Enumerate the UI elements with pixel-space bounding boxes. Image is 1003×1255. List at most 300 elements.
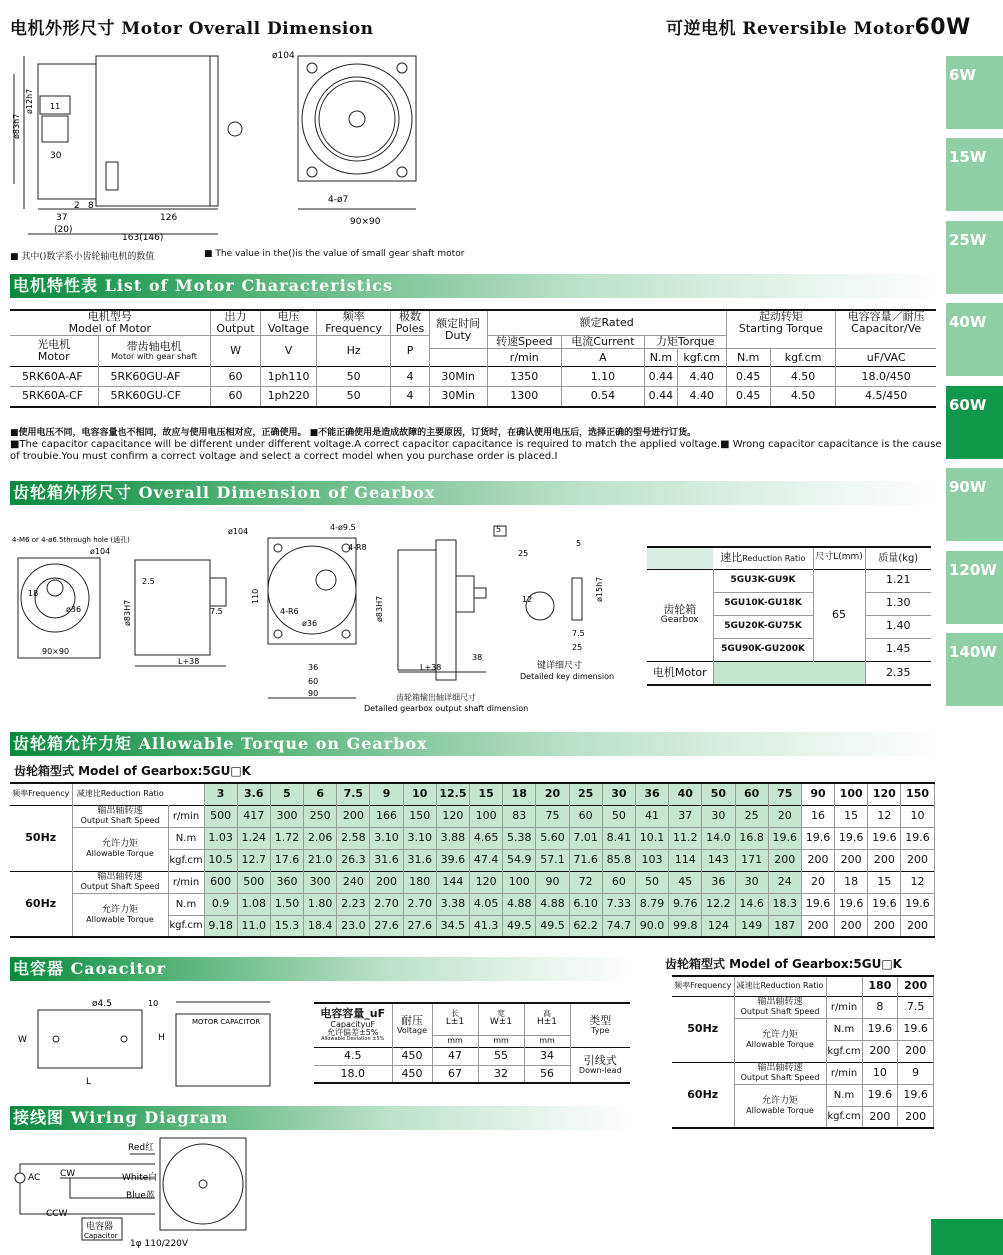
ct-h-h2: H±1	[536, 1017, 558, 1028]
unit-label: N.m	[168, 827, 204, 849]
torque-cell: 144	[436, 871, 469, 893]
ct-h-h: 高	[543, 1009, 551, 1019]
torque-cell: 8.41	[602, 827, 635, 849]
torque-cell: 4.88	[503, 893, 536, 915]
torque-cell: 600	[204, 871, 237, 893]
char-cell: 4.50	[770, 387, 835, 407]
torque-cell: 10.1	[635, 827, 668, 849]
ratio-header: 15	[470, 783, 503, 805]
row-label-en: Allowable Torque	[86, 914, 154, 924]
torque-cell: 3.88	[436, 827, 469, 849]
torque-cell: 200	[370, 871, 403, 893]
small-row-label-en: Output Shaft Speed	[740, 1072, 820, 1082]
torque-cell: 62.2	[569, 915, 602, 937]
wire-cw: CW	[60, 1169, 76, 1179]
torque-cell: 72	[569, 871, 602, 893]
torque-cell: 19.6	[768, 827, 801, 849]
ratio-header: 3	[204, 783, 237, 805]
ct-mm: mm	[432, 1035, 478, 1047]
row-label-cn: 输出轴转速	[97, 806, 143, 817]
small-torque-cell: 19.6	[862, 1018, 898, 1040]
char-cell: 30Min	[429, 367, 487, 387]
torque-cell: 20	[801, 871, 834, 893]
gbt-row-mass: 1.45	[886, 642, 911, 656]
gbt-h-ratio-cn: 速比	[720, 551, 743, 565]
torque-cell: 500	[237, 871, 270, 893]
torque-cell: 21.0	[304, 849, 337, 871]
ct-cell: 56	[524, 1065, 570, 1083]
char-cell: 18.0/450	[836, 367, 936, 387]
char-cell: 5RK60A-AF	[10, 367, 98, 387]
torque-cell: 34.5	[436, 915, 469, 937]
small-torque-cell: 19.6	[898, 1084, 934, 1106]
torque-cell: 6.10	[569, 893, 602, 915]
torque-cell: 200	[868, 915, 901, 937]
torque-cell: 31.6	[403, 849, 436, 871]
ct-cell: 450	[392, 1065, 432, 1083]
torque-cell: 1.08	[237, 893, 270, 915]
gb-d60: 60	[308, 677, 319, 686]
ct-cell: 32	[478, 1065, 524, 1083]
torque-cell: 30	[735, 871, 768, 893]
ct-mm: mm	[478, 1035, 524, 1047]
torque-model: 齿轮箱型式 Model of Gearbox:5GU□K	[14, 764, 251, 778]
ct-cell: 34	[524, 1047, 570, 1065]
tab-90w[interactable]: 90W	[946, 468, 1003, 541]
gb-d110: 110	[251, 588, 260, 604]
torque-cell: 9.18	[204, 915, 237, 937]
small-row-label	[734, 996, 826, 1018]
cap-label: MOTOR CAPACITOR	[192, 1018, 261, 1026]
gb-d18: 18	[28, 589, 39, 598]
row-label-en: Output Shaft Speed	[80, 815, 160, 825]
small-row-label-en: Output Shaft Speed	[740, 1006, 820, 1016]
torque-cell: 15	[835, 805, 868, 827]
torque-cell: 114	[669, 849, 702, 871]
small-row-label	[734, 1062, 826, 1084]
gb-d83b: ø83H7	[375, 595, 384, 622]
dim-11: 11	[50, 102, 61, 111]
row-label	[72, 827, 168, 871]
small-unit: kgf.cm	[826, 1040, 862, 1062]
h-poles-en: Poles	[395, 322, 425, 336]
torque-cell: 12.7	[237, 849, 270, 871]
char-note-en: ■The capacitor capacitance will be different under different voltage.A correct capacitor capacitance is required to match the applied voltage.■ Wrong capacitor capacitance is the cause of troubie.You must confirm a correct voltage and select a correct model when you purchase order is placed.I	[10, 439, 942, 462]
torque-cell: 200	[901, 915, 934, 937]
tab-60w[interactable]: 60W	[946, 386, 1003, 459]
gb-d38: 38	[472, 653, 483, 662]
torque-cell: 1.03	[204, 827, 237, 849]
torque-cell: 19.6	[868, 827, 901, 849]
ratio-header: 6	[304, 783, 337, 805]
ratio-header: 120	[868, 783, 901, 805]
gbt-label-en: Gearbox	[660, 615, 699, 626]
corner-block	[931, 1219, 1003, 1255]
dim-126: 126	[160, 213, 178, 223]
torque-cell: 1.24	[237, 827, 270, 849]
ratio-header: 12.5	[436, 783, 469, 805]
torque-cell: 50	[602, 805, 635, 827]
torque-cell: 15.3	[270, 915, 303, 937]
tab-25w[interactable]: 25W	[946, 221, 1003, 294]
small-row-label	[734, 1084, 826, 1128]
small-row-label-cn: 允许力矩	[761, 1030, 798, 1041]
product-title-text: 可逆电机 Reversible Motor	[666, 19, 915, 39]
gb-d15: ø15h7	[595, 576, 604, 602]
small-torque-table	[672, 975, 934, 1129]
h-freq-cn: 频率	[342, 310, 365, 323]
small-torque-cell: 19.6	[898, 1018, 934, 1040]
wire-blue: Blue蓝	[126, 1191, 155, 1201]
ct-h-volt-en: Voltage	[396, 1026, 427, 1036]
small-h-blank	[826, 976, 862, 996]
torque-cell: 20	[768, 805, 801, 827]
gb-key-en: Detailed key dimension	[520, 672, 615, 681]
char-cell: 4.50	[770, 367, 835, 387]
torque-cell: 100	[470, 805, 503, 827]
torque-cell: 5.60	[536, 827, 569, 849]
h-motor-en: Motor	[37, 350, 70, 364]
torque-cell: 200	[801, 915, 834, 937]
torque-cell: 2.70	[370, 893, 403, 915]
char-cell: 5RK60A-CF	[10, 387, 98, 407]
char-cell: 5RK60GU-AF	[98, 367, 210, 387]
u-w: W	[210, 336, 261, 367]
char-cell: 60	[210, 367, 261, 387]
torque-cell: 4.65	[470, 827, 503, 849]
ratio-header: 9	[370, 783, 403, 805]
torque-cell: 90.0	[635, 915, 668, 937]
h-voltage-cn: 电压	[277, 310, 300, 323]
small-h-ratio: 减速比Reduction Ratio	[734, 976, 826, 996]
small-torque-cell: 7.5	[898, 996, 934, 1018]
u-p: P	[391, 336, 429, 367]
cap-h: H	[158, 1033, 165, 1043]
ct-mm: mm	[524, 1035, 570, 1047]
char-cell: 4.40	[677, 387, 726, 407]
ct-h-type-en: Type	[591, 1026, 610, 1036]
char-cell: 1ph110	[261, 367, 316, 387]
torque-cell: 300	[270, 805, 303, 827]
torque-cell: 16	[801, 805, 834, 827]
ratio-header: 5	[270, 783, 303, 805]
ct-h-dev: 允许偏差±5%	[327, 1027, 379, 1037]
torque-cell: 7.01	[569, 827, 602, 849]
h-gear-en: Motor with gear shaft	[111, 352, 198, 362]
char-cell: 0.44	[644, 367, 677, 387]
gb-l38b: L+38	[420, 663, 442, 672]
small-row-label-cn: 输出轴转速	[757, 1063, 803, 1074]
char-note-cn: ■使用电压不同，电容容量也不相同，故应与使用电压相对应，正确使用。 ■不能正确使用是造成故障的主要原因，订货时，在确认使用电压后，选择正确的型号进行订货。	[10, 428, 697, 438]
ct-cell: 55	[478, 1047, 524, 1065]
tab-15w[interactable]: 15W	[946, 138, 1003, 211]
ct-h-dev-en: Allowable Deviation ±5%	[321, 1035, 385, 1042]
torque-cell: 120	[436, 805, 469, 827]
gbt-motor-label: 电机Motor	[647, 661, 713, 685]
small-unit: N.m	[826, 1084, 862, 1106]
gb-d5: 5	[496, 525, 502, 534]
gearbox-dimension-drawing	[10, 518, 620, 716]
dim-163: 163(146)	[122, 233, 164, 243]
dim-83h7: ø83h7	[12, 113, 21, 139]
small-torque-cell: 200	[862, 1040, 898, 1062]
ct-h-volt-cn: 耐压	[401, 1014, 423, 1028]
wire-cap-cn: 电容器	[86, 1222, 114, 1232]
h-start-en: Starting Torque	[738, 322, 823, 336]
torque-cell: 500	[204, 805, 237, 827]
gb-d12: 12	[522, 595, 533, 604]
torque-cell: 31.6	[370, 849, 403, 871]
u-duty-blank	[429, 349, 487, 367]
small-torque-cell: 200	[898, 1040, 934, 1062]
gb-shaft-en: Detailed gearbox output shaft dimension	[364, 704, 529, 713]
torque-cell: 75	[536, 805, 569, 827]
gb-d36: ø36	[66, 605, 82, 614]
torque-cell: 100	[503, 871, 536, 893]
torque-cell: 26.3	[337, 849, 370, 871]
torque-table	[10, 782, 935, 938]
torque-cell: 49.5	[536, 915, 569, 937]
small-row-label-en: Allowable Torque	[746, 1105, 814, 1115]
torque-cell: 23.0	[337, 915, 370, 937]
torque-cell: 250	[304, 805, 337, 827]
ct-cell: 67	[432, 1065, 478, 1083]
small-unit: N.m	[826, 1018, 862, 1040]
torque-cell: 57.1	[536, 849, 569, 871]
gbt-size: 65	[813, 569, 865, 661]
tab-120w[interactable]: 120W	[946, 551, 1003, 624]
torque-cell: 18.3	[768, 893, 801, 915]
torque-cell: 11.0	[237, 915, 270, 937]
gb-r6: 4-R6	[280, 607, 299, 616]
product-power: 60W	[914, 15, 971, 40]
char-cell: 4	[391, 387, 429, 407]
small-torque-model: 齿轮箱型式 Model of Gearbox:5GU□K	[665, 957, 902, 971]
torque-cell: 187	[768, 915, 801, 937]
u-kgf2: kgf.cm	[770, 349, 835, 367]
small-ratio-header: 200	[898, 976, 934, 996]
unit-label: r/min	[168, 805, 204, 827]
gbt-label-cn: 齿轮箱	[663, 603, 697, 616]
torque-cell: 3.10	[403, 827, 436, 849]
ratio-header: 3.6	[237, 783, 270, 805]
small-row-label-en: Allowable Torque	[746, 1039, 814, 1049]
section-wiring: 接线图 Wiring Diagram	[10, 1106, 630, 1130]
ratio-header: 60	[735, 783, 768, 805]
tab-6w[interactable]: 6W	[946, 56, 1003, 129]
section-torque: 齿轮箱允许力矩 Allowable Torque on Gearbox	[10, 732, 940, 756]
gbt-row-model: 5GU3K-GU9K	[713, 569, 813, 592]
torque-cell: 41	[635, 805, 668, 827]
char-cell: 0.54	[561, 387, 644, 407]
u-nm: N.m	[644, 349, 677, 367]
gearbox-table	[647, 546, 931, 686]
gb-d36c: 36	[308, 663, 319, 672]
dim-12h7: ø12h7	[25, 88, 34, 114]
gbt-row-mass: 1.30	[865, 592, 931, 615]
ct-type-en: Down-lead	[578, 1065, 622, 1075]
wire-ac: AC	[28, 1173, 41, 1183]
torque-cell: 19.6	[901, 893, 934, 915]
torque-cell: 300	[304, 871, 337, 893]
tab-40w[interactable]: 40W	[946, 303, 1003, 376]
torque-cell: 180	[403, 871, 436, 893]
u-a: A	[561, 349, 644, 367]
cap-w: W	[18, 1035, 27, 1045]
tab-140w[interactable]: 140W	[946, 633, 1003, 706]
torque-cell: 2.23	[337, 893, 370, 915]
h-current: 电流Current	[561, 336, 644, 349]
h-duty-cn: 额定时间	[436, 316, 481, 330]
torque-cell: 17.6	[270, 849, 303, 871]
ct-h-w: 宽	[497, 1009, 505, 1019]
torque-cell: 27.6	[403, 915, 436, 937]
section-gearbox-dimension: 齿轮箱外形尺寸 Overall Dimension of Gearbox	[10, 481, 940, 505]
small-freq-label: 50Hz	[672, 996, 734, 1062]
char-cell: 30Min	[429, 387, 487, 407]
torque-cell: 41.3	[470, 915, 503, 937]
row-label	[72, 871, 168, 893]
small-unit: r/min	[826, 1062, 862, 1084]
gbt-row-model: 5GU90K-GU200K	[713, 638, 813, 661]
capacitor-table	[314, 1002, 630, 1084]
ratio-header: 100	[835, 783, 868, 805]
small-unit: r/min	[826, 996, 862, 1018]
freq-label: 50Hz	[10, 805, 72, 871]
dim-37: 37	[56, 213, 68, 223]
ratio-header: 30	[602, 783, 635, 805]
char-cell: 60	[210, 387, 261, 407]
torque-cell: 37	[669, 805, 702, 827]
torque-cell: 74.7	[602, 915, 635, 937]
torque-cell: 3.10	[370, 827, 403, 849]
torque-cell: 7.33	[602, 893, 635, 915]
h-model-cn: 电机型号	[87, 310, 132, 323]
char-cell: 1.10	[561, 367, 644, 387]
row-label-cn: 允许力矩	[101, 904, 138, 915]
torque-cell: 19.6	[801, 827, 834, 849]
gbt-h-mass: 质量(kg)	[878, 552, 919, 564]
small-torque-cell: 10	[862, 1062, 898, 1084]
torque-cell: 12	[868, 805, 901, 827]
torque-cell: 150	[403, 805, 436, 827]
dim-holes: 4-ø7	[328, 195, 349, 205]
ct-cell: 18.0	[314, 1065, 392, 1083]
torque-cell: 200	[801, 849, 834, 871]
ratio-header: 10	[403, 783, 436, 805]
dim-30: 30	[50, 151, 62, 161]
h-model-en: Model of Motor	[68, 322, 152, 336]
torque-cell: 200	[835, 915, 868, 937]
h-cap-cn: 电容容量／耐压	[847, 310, 925, 324]
gbt-h-ratio-en: Reduction Ratio	[742, 554, 806, 564]
torque-cell: 10	[901, 805, 934, 827]
torque-cell: 360	[270, 871, 303, 893]
small-h-freq: 频率Frequency	[672, 976, 734, 996]
torque-cell: 18	[835, 871, 868, 893]
wire-supply: 1φ 110/220V	[130, 1239, 189, 1249]
char-cell: 4	[391, 367, 429, 387]
torque-cell: 19.6	[868, 893, 901, 915]
torque-cell: 90	[536, 871, 569, 893]
torque-cell: 10.5	[204, 849, 237, 871]
h-output-en: Output	[216, 322, 255, 336]
char-cell: 0.45	[726, 387, 770, 407]
char-cell: 1300	[487, 387, 561, 407]
ratio-header: 7.5	[337, 783, 370, 805]
ratio-header: 90	[801, 783, 834, 805]
h-output-cn: 出力	[224, 310, 247, 323]
torque-cell: 1.50	[270, 893, 303, 915]
torque-cell: 124	[702, 915, 735, 937]
gb-d83: ø83H7	[123, 599, 132, 626]
torque-cell: 99.8	[669, 915, 702, 937]
wire-white: White白	[122, 1173, 158, 1183]
torque-cell: 14.0	[702, 827, 735, 849]
torque-cell: 5.38	[503, 827, 536, 849]
capacitor-drawing	[14, 992, 274, 1092]
gb-holes: 4-ø9.5	[330, 523, 356, 532]
torque-cell: 54.9	[503, 849, 536, 871]
wire-red: Red红	[128, 1143, 155, 1153]
row-label	[72, 805, 168, 827]
torque-cell: 9.76	[669, 893, 702, 915]
torque-h-ratio: 减速比Reduction Ratio	[76, 788, 164, 798]
ratio-header: 150	[901, 783, 934, 805]
torque-cell: 8.79	[635, 893, 668, 915]
torque-cell: 14.6	[735, 893, 768, 915]
torque-cell: 417	[237, 805, 270, 827]
gbt-h-size: 尺寸L(mm)	[813, 547, 865, 569]
gb-d25c: 25	[572, 643, 583, 652]
small-row-label-cn: 输出轴转速	[757, 997, 803, 1008]
small-torque-cell: 200	[862, 1106, 898, 1128]
section-characteristics: 电机特性表 List of Motor Characteristics	[10, 274, 940, 298]
torque-cell: 39.6	[436, 849, 469, 871]
torque-cell: 2.70	[403, 893, 436, 915]
dim-90x90: 90×90	[350, 217, 381, 227]
u-v: V	[261, 336, 316, 367]
torque-cell: 85.8	[602, 849, 635, 871]
cap-l: L	[86, 1077, 92, 1087]
char-cell: 0.45	[726, 367, 770, 387]
gb-d5b: 5	[576, 539, 582, 548]
torque-cell: 19.6	[901, 827, 934, 849]
char-cell: 50	[316, 387, 391, 407]
small-ratio-header: 180	[862, 976, 898, 996]
ratio-header: 18	[503, 783, 536, 805]
dim-104: ø104	[272, 51, 295, 61]
cap-d10: 10	[148, 999, 159, 1008]
torque-cell: 12.2	[702, 893, 735, 915]
u-nm2: N.m	[726, 349, 770, 367]
dim-2: 2	[74, 201, 80, 211]
h-torque: 力矩Torque	[644, 336, 726, 349]
torque-cell: 200	[835, 849, 868, 871]
torque-cell: 4.88	[536, 893, 569, 915]
h-voltage-en: Voltage	[267, 322, 310, 336]
ct-type-cn: 引线式	[583, 1053, 617, 1067]
h-start-cn: 起动转矩	[758, 310, 803, 324]
ratio-header: 36	[635, 783, 668, 805]
product-title	[666, 14, 971, 40]
torque-cell: 60	[569, 805, 602, 827]
ct-h-cap: 电容容量_uF	[320, 1007, 386, 1021]
ct-h-type-cn: 类型	[589, 1014, 612, 1028]
torque-cell: 19.6	[835, 827, 868, 849]
torque-cell: 200	[901, 849, 934, 871]
unit-label: kgf.cm	[168, 849, 204, 871]
